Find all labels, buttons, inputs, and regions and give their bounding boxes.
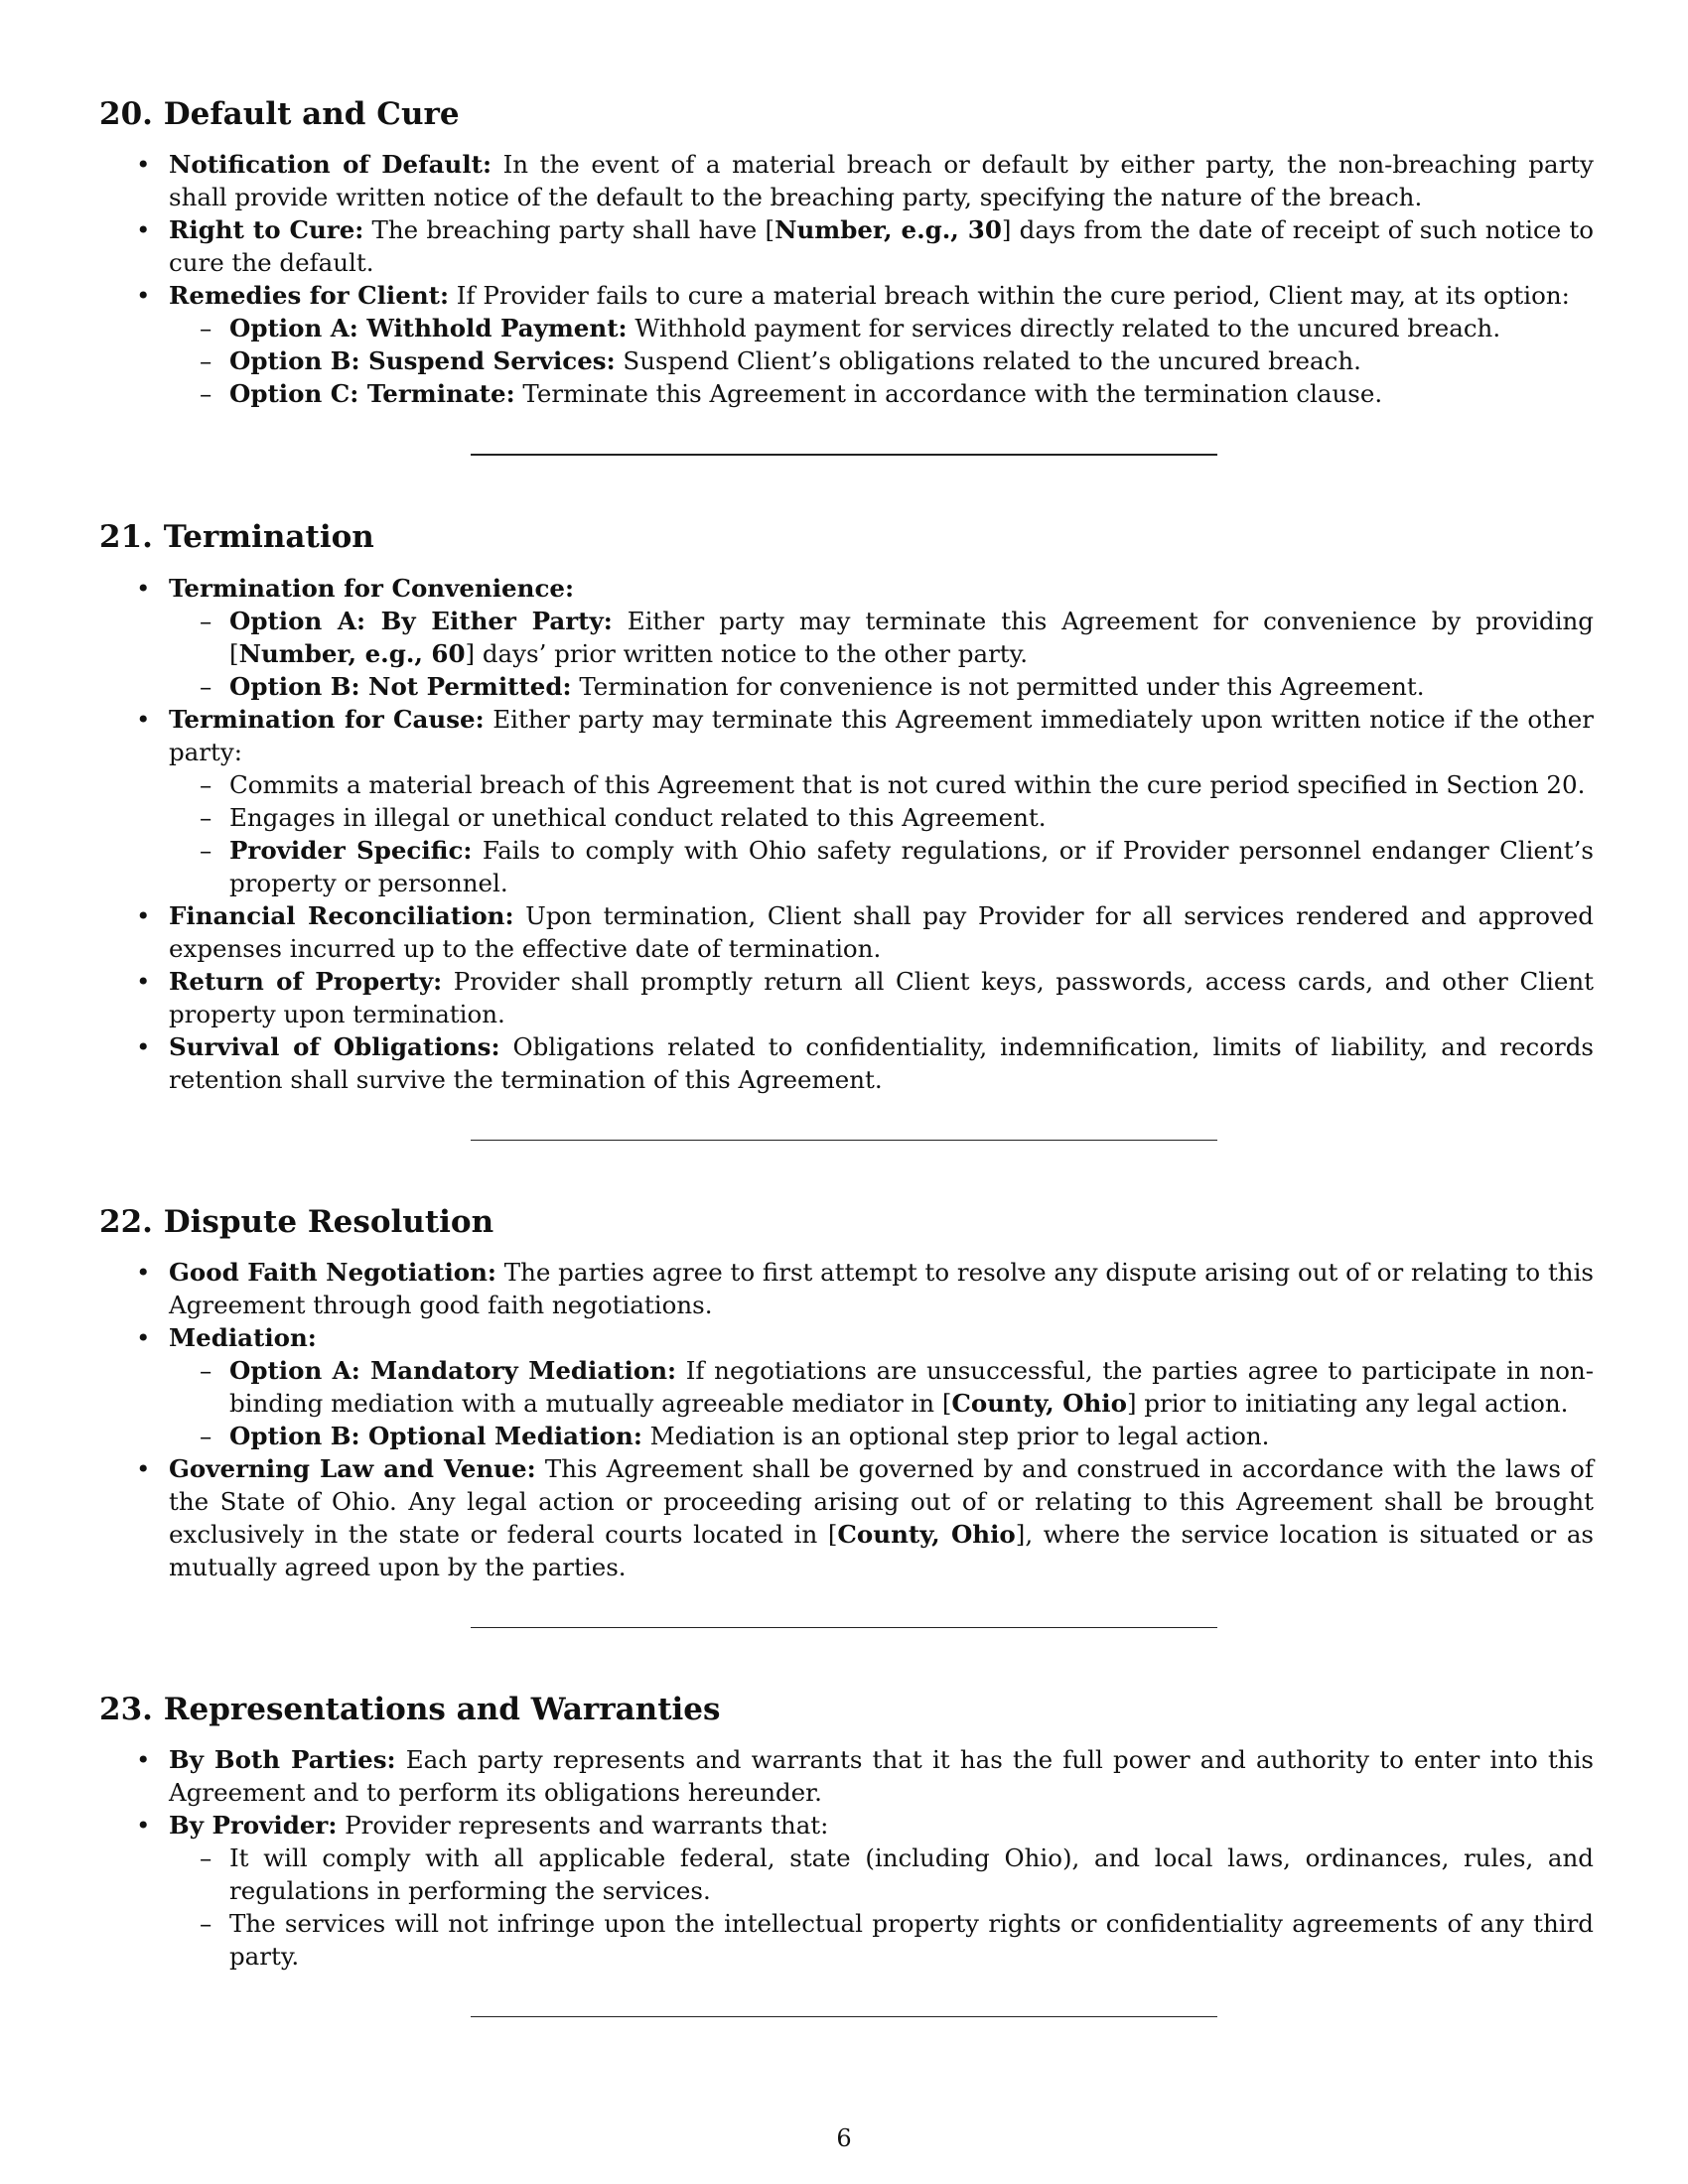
item-text: Suspend Client’s obligations related to the uncured breach. [615,346,1361,376]
item-label: Provider Specific: [229,835,473,865]
sub-list-item [169,312,1594,344]
list-item [99,279,1594,410]
item-text: Mediation is an optional step prior to legal action. [641,1421,1270,1450]
item-label: Option B: Not Permitted: [229,671,572,701]
item-text: Commits a material breach of this Agreement that is not cured within the cure period specified in Section 20. [229,769,1586,799]
list-item [99,572,1594,703]
sub-list-item [169,605,1594,670]
item-text: This Agreement shall be governed by and construed in accordance with the laws of the State of Ohio. Any legal action or proceeding arising out of or relating to this Agreement shall be brought exclusively in the state or federal courts located in [ [169,1453,1594,1549]
sub-list-item [169,834,1594,899]
item-text: Terminate this Agreement in accordance with the termination clause. [514,379,1383,409]
item-label: Option A: Mandatory Mediation: [229,1355,677,1385]
item-label: Option A: Withhold Payment: [229,314,628,343]
item-text: In the event of a material breach or default by either party, the non-breaching party shall provide written notice of the default to the breaching party, specifying the nature of the breach. [169,150,1594,212]
item-label: Right to Cure: [169,215,364,245]
section-heading: 21. Termination [99,519,374,556]
item-label: Termination for Convenience: [169,573,575,603]
item-text: The services will not infringe upon the intellectual property rights or confidentiality agreements of any third party. [229,1909,1594,1972]
item-text: Provider shall promptly return all Client keys, passwords, access cards, and other Client property upon termination. [169,966,1594,1028]
section-list [99,148,1594,410]
item-text: Termination for convenience is not permitted under this Agreement. [571,671,1425,701]
list-item [99,1030,1594,1096]
section-default-and-cure [99,94,1594,410]
item-text: If negotiations are unsuccessful, the parties agree to participate in non-binding mediation with a mutually agreeable mediator in [ [229,1355,1595,1418]
item-text: It will comply with all applicable federal, state (including Ohio), and local laws, ordinances, rules, and regulations in performing the services. [229,1843,1594,1906]
item-label: Remedies for Client: [169,281,450,311]
item-text: ] days from the date of receipt of such notice to cure the default. [169,215,1594,278]
item-text: Each party represents and warrants that it has the full power and authority to enter into this Agreement and to perform its obligations hereunder. [169,1745,1594,1808]
list-item [99,703,1594,899]
item-text: The breaching party shall have [ [363,215,775,245]
placeholder-field: County, Ohio [951,1388,1127,1418]
section-list [99,572,1594,1096]
item-label: Governing Law and Venue: [169,1453,536,1483]
sub-list-item [169,801,1594,834]
document-page [99,94,1594,2079]
item-label: Financial Reconciliation: [169,900,514,930]
item-text: The parties agree to first attempt to resolve any dispute arising out of or relating to this Agreement through good faith negotiations. [169,1257,1594,1319]
item-label: Option C: Terminate: [229,379,515,409]
item-label: By Provider: [169,1811,338,1841]
sub-list-item [169,1420,1594,1452]
list-item [99,1321,1594,1452]
item-text: ] prior to initiating any legal action. [1126,1388,1569,1418]
list-item [99,899,1594,965]
item-text: Upon termination, Client shall pay Provider for all services rendered and approved expenses incurred up to the effective date of termination. [169,900,1594,963]
item-label: Termination for Cause: [169,704,485,734]
placeholder-field: County, Ohio [837,1519,1016,1549]
page-number: 6 [836,2124,852,2152]
section-heading: 23. Representations and Warranties [99,1691,721,1727]
item-text: Withhold payment for services directly related to the uncured breach. [627,314,1501,343]
section-list [99,1743,1594,1973]
sub-list-item [169,344,1594,377]
section-representations-and-warranties [99,1690,1594,1973]
list-item [99,1452,1594,1583]
sub-list-item [169,670,1594,703]
item-label: By Both Parties: [169,1745,396,1775]
sub-list [169,768,1594,899]
item-text: Either party may terminate this Agreement for convenience by providing [ [229,606,1594,668]
sub-list-item [169,1842,1594,1907]
section-termination [99,517,1594,1095]
sub-list-item [169,377,1594,410]
item-text: ], where the service location is situated or as mutually agreed upon by the parties. [169,1519,1595,1581]
item-text: ] days’ prior written notice to the other party. [465,638,1029,668]
section-dispute-resolution [99,1202,1594,1583]
item-text: If Provider fails to cure a material breach within the cure period, Client may, at its option: [449,281,1570,311]
item-text: Either party may terminate this Agreement immediately upon written notice if the other party: [169,704,1594,766]
item-text: Provider represents and warrants that: [337,1811,829,1841]
placeholder-field: Number, e.g., 30 [774,215,1002,245]
section-heading: 20. Default and Cure [99,96,460,132]
section-divider [471,454,1217,456]
item-label: Option A: By Either Party: [229,606,613,635]
sub-list-item [169,768,1594,801]
section-heading: 22. Dispute Resolution [99,1203,494,1240]
item-label: Notification of Default: [169,150,492,180]
item-label: Option B: Suspend Services: [229,346,616,376]
sub-list [169,1842,1594,1973]
list-item [99,213,1594,279]
item-label: Good Faith Negotiation: [169,1257,496,1287]
sub-list [169,312,1594,410]
list-item [99,148,1594,213]
section-divider [471,1140,1217,1141]
item-text: Obligations related to confidentiality, indemnification, limits of liability, and records retention shall survive the termination of this Agreement. [169,1031,1594,1094]
item-label: Option B: Optional Mediation: [229,1421,642,1450]
list-item [99,1743,1594,1809]
sub-list-item [169,1907,1594,1973]
item-text: Fails to comply with Ohio safety regulations, or if Provider personnel endanger Client’s property or personnel. [229,835,1594,897]
sub-list [169,605,1594,703]
section-divider [471,2016,1217,2017]
sub-list [169,1354,1594,1452]
list-item [99,965,1594,1030]
placeholder-field: Number, e.g., 60 [238,638,466,668]
section-list [99,1256,1594,1583]
item-label: Survival of Obligations: [169,1031,500,1061]
item-label: Mediation: [169,1322,317,1352]
sub-list-item [169,1354,1594,1420]
list-item [99,1256,1594,1321]
section-divider [471,1627,1217,1628]
item-label: Return of Property: [169,966,443,996]
item-text: Engages in illegal or unethical conduct related to this Agreement. [229,802,1047,832]
list-item [99,1809,1594,1973]
